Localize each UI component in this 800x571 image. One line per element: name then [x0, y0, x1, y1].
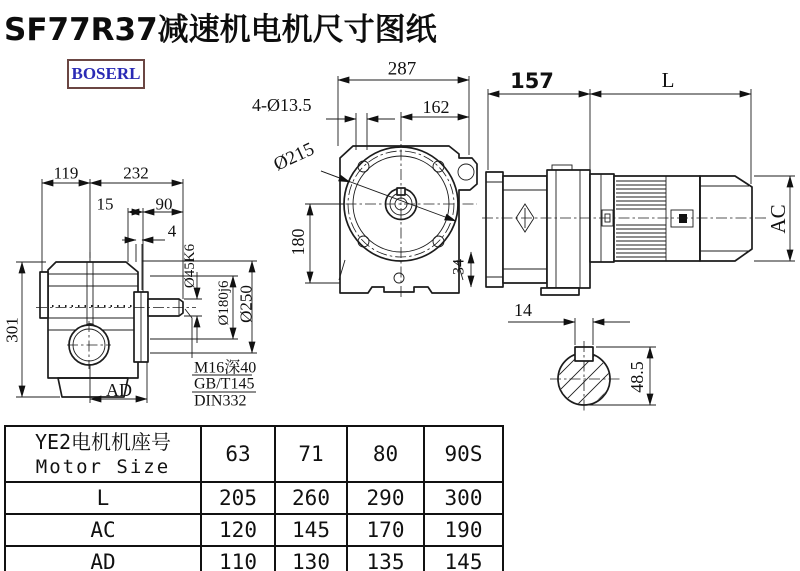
- table-cell: 145: [424, 546, 503, 571]
- table-header-row: [5, 426, 503, 482]
- dim-label-287: 287: [387, 58, 417, 80]
- row-label-ad: AD: [5, 546, 201, 571]
- technical-drawing: [0, 45, 800, 430]
- dim-label-162: 162: [422, 97, 450, 117]
- dim-label-flange-dia: Ø250: [236, 285, 256, 323]
- dim-label-key-width: 14: [514, 300, 532, 320]
- dim-label-119: 119: [53, 163, 79, 183]
- dim-label-spigot-dia: Ø180j6: [216, 280, 232, 326]
- page-title: SF77R37减速机电机尺寸图纸: [4, 12, 437, 48]
- table-cell: 170: [347, 514, 424, 546]
- dim-label-shaft-dia: Ø45K6: [182, 243, 198, 289]
- table-cell: 135: [347, 546, 424, 571]
- table-cell: 130: [275, 546, 347, 571]
- table-row-ac: [5, 514, 503, 546]
- table-cell: 290: [347, 482, 424, 514]
- header-motor-size-cn: YE2电机机座号: [34, 430, 172, 454]
- gearbox-flange-front-view: [252, 59, 477, 300]
- header-col-71: 71: [275, 426, 347, 482]
- table-cell: 190: [424, 514, 503, 546]
- header-motor-size-en: Motor Size: [35, 456, 171, 478]
- dim-label-bolt-circle: Ø215: [270, 138, 318, 176]
- dim-label-180: 180: [288, 228, 308, 256]
- dim-label-ad: AD: [106, 380, 132, 400]
- dim-label-bolt-holes: 4-Ø13.5: [252, 95, 312, 115]
- dim-label-key-height: 48.5: [627, 361, 647, 393]
- brand-logo-text: BOSERL: [71, 64, 141, 83]
- shaft-cross-section: [508, 300, 656, 424]
- dim-label-15: 15: [96, 194, 114, 214]
- dim-label-4: 4: [167, 221, 177, 241]
- header-col-80: 80: [347, 426, 424, 482]
- dim-label-34: 34: [450, 259, 468, 275]
- row-label-l: L: [5, 482, 201, 514]
- dim-label-motor-length: L: [661, 68, 675, 92]
- motor-side-view: [482, 68, 795, 295]
- note-thread: M16深40: [194, 359, 257, 377]
- table-row-ad: [5, 546, 503, 571]
- dim-label-232: 232: [123, 163, 149, 183]
- dim-label-301: 301: [2, 317, 22, 343]
- motor-dimension-table: [4, 425, 504, 571]
- header-col-90s: 90S: [424, 426, 503, 482]
- table-cell: 300: [424, 482, 503, 514]
- row-label-ac: AC: [5, 514, 201, 546]
- table-cell: 260: [275, 482, 347, 514]
- note-din-standard: DIN332: [194, 392, 247, 410]
- note-gb-standard: GB/T145: [194, 375, 255, 393]
- dim-label-90: 90: [155, 194, 173, 214]
- dim-label-157: 157: [510, 69, 554, 93]
- header-motor-size: [5, 426, 201, 482]
- table-cell: 145: [275, 514, 347, 546]
- dim-label-motor-ac: AC: [766, 204, 790, 234]
- table-cell: 120: [201, 514, 275, 546]
- gearbox-side-view: [3, 164, 258, 410]
- table-cell: 205: [201, 482, 275, 514]
- header-col-63: 63: [201, 426, 275, 482]
- table-row-l: [5, 482, 503, 514]
- table-cell: 110: [201, 546, 275, 571]
